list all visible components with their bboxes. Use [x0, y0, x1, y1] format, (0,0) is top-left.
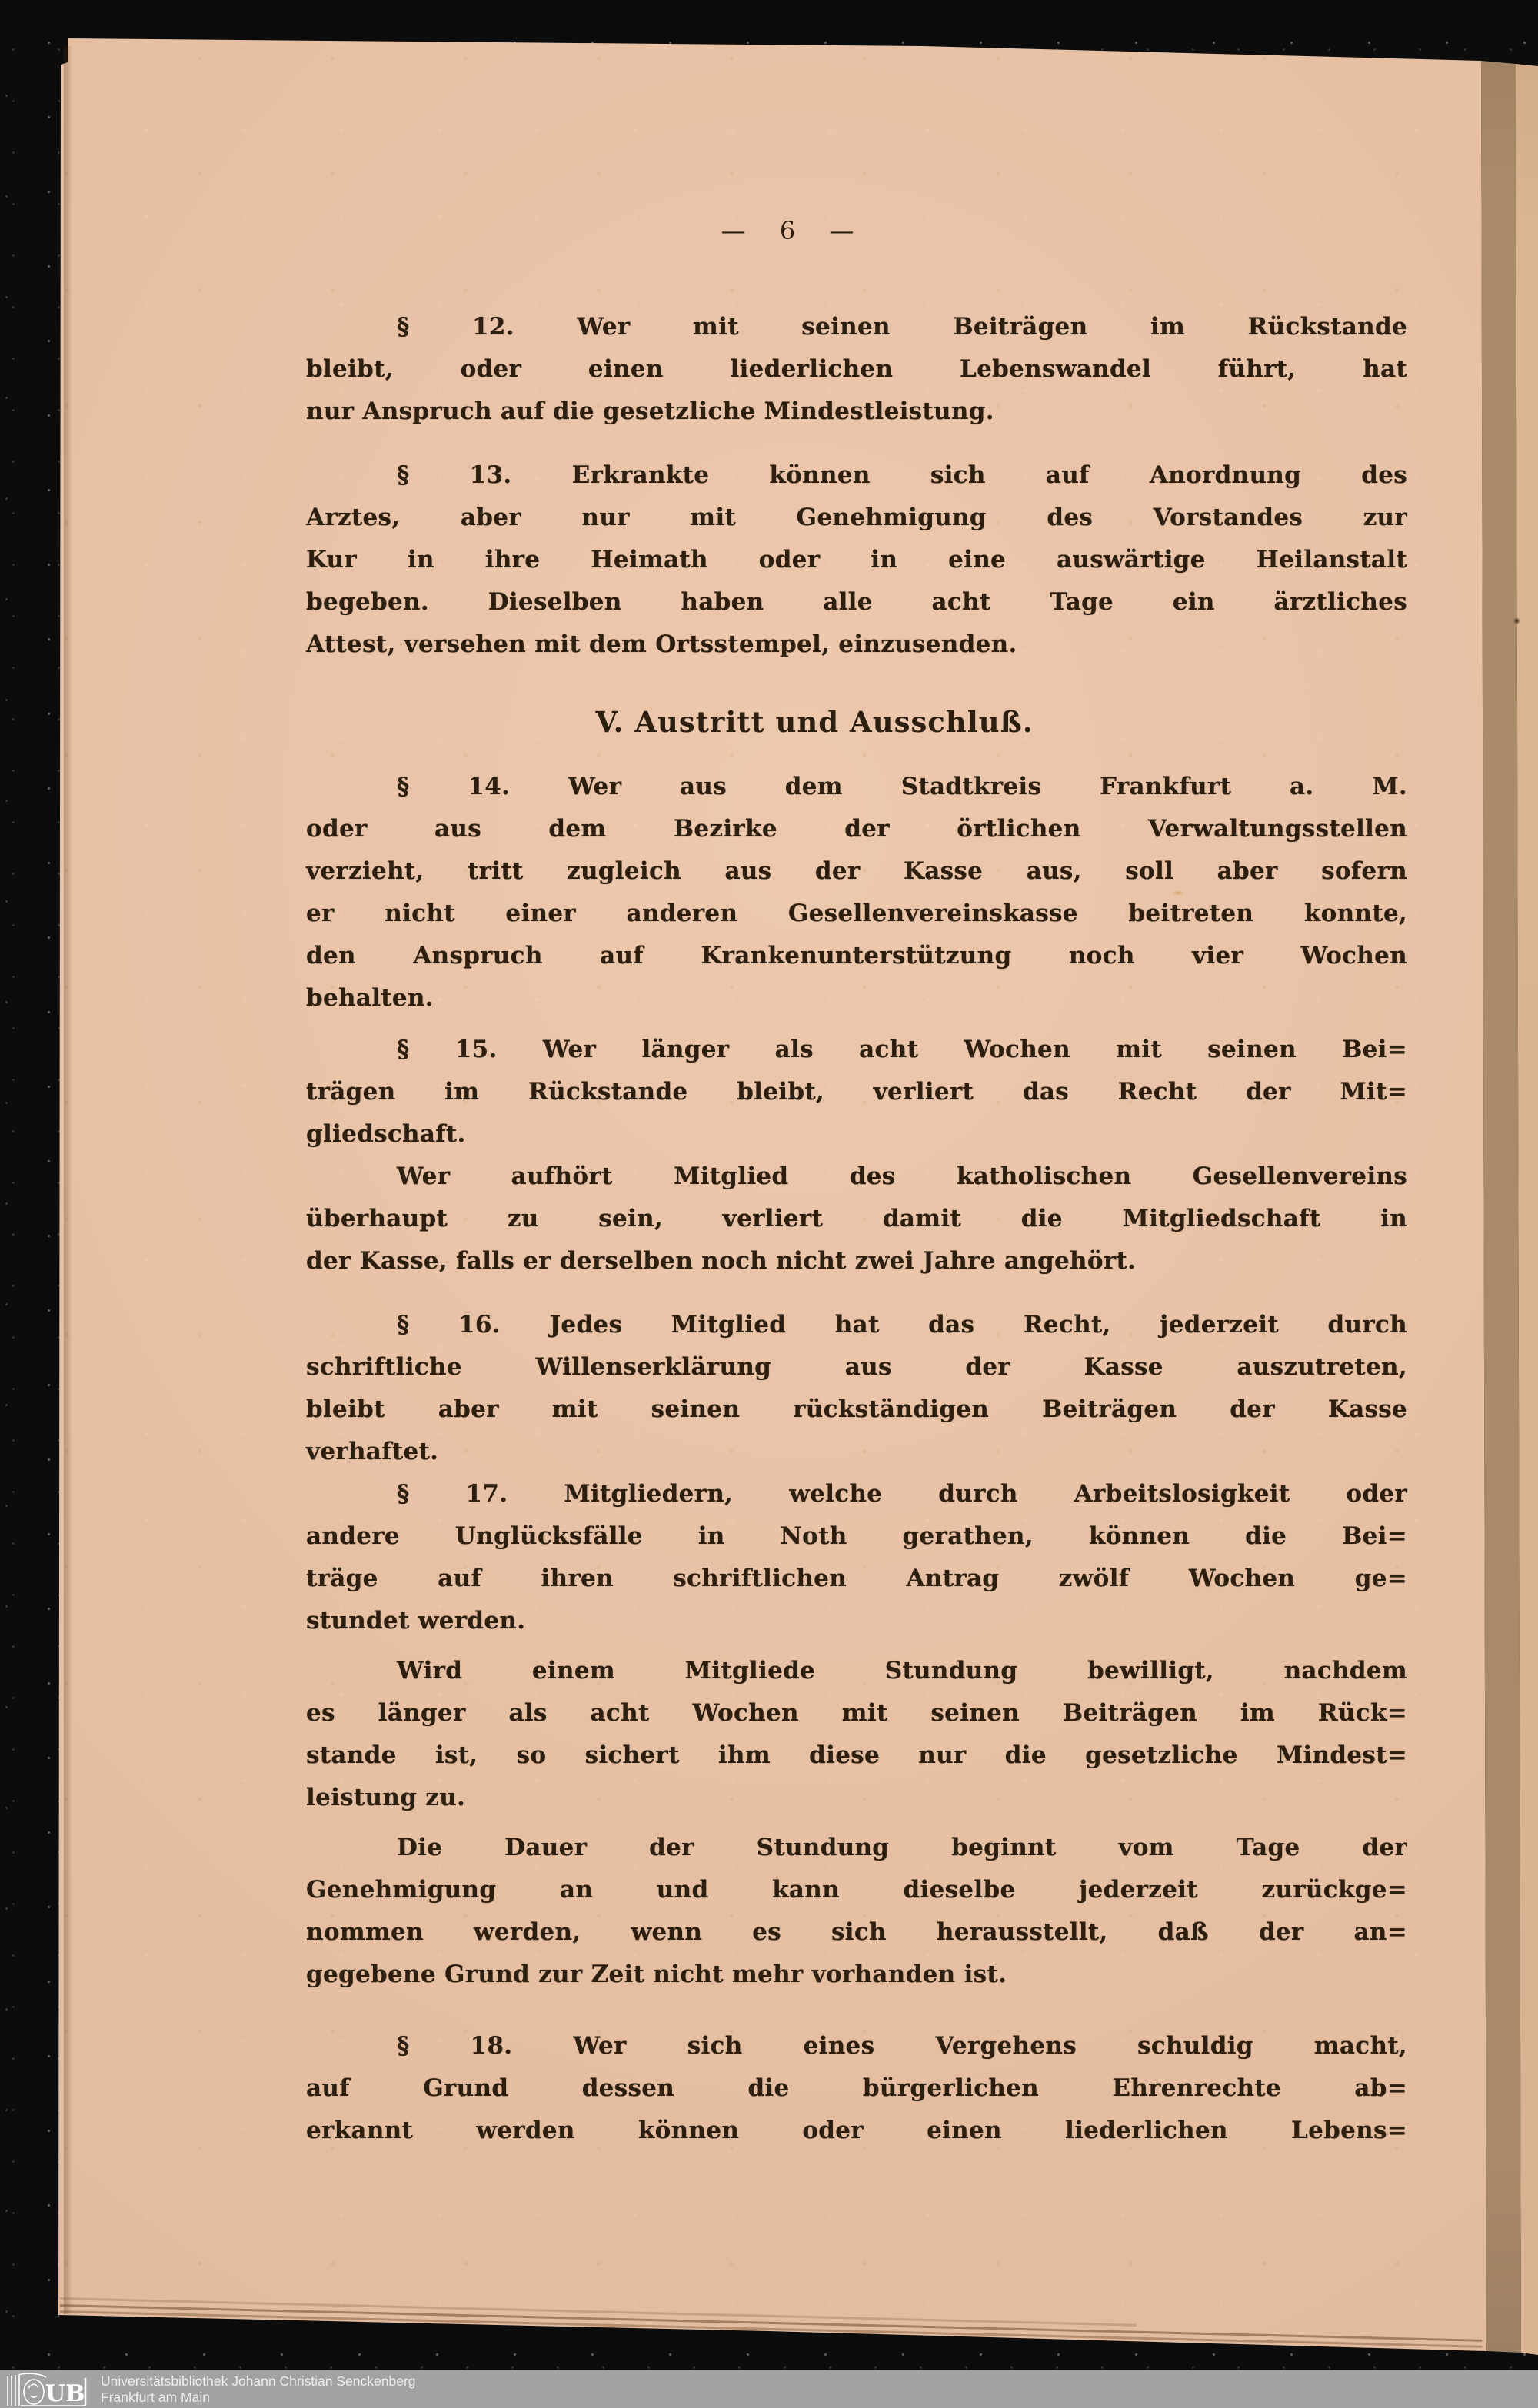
paragraph — [306, 306, 1407, 433]
text-line: § 16. Jedes Mitglied hat das Recht, jederzeit durch — [397, 1311, 1407, 1339]
ub-library-logo — [5, 2372, 92, 2407]
text-line: behalten. — [306, 984, 434, 1012]
page-number: — 6 — — [721, 216, 854, 245]
text-line: leistung zu. — [306, 1784, 466, 1811]
paragraph — [306, 1650, 1407, 1819]
text-line: trägen im Rückstande bleibt, verliert das Recht der Mit= — [306, 1078, 1407, 1106]
text-line: stundet werden. — [306, 1607, 526, 1635]
text-line: Wer aufhört Mitglied des katholischen Gesellenvereins — [397, 1162, 1407, 1190]
text-line: gegebene Grund zur Zeit nicht mehr vorhanden ist. — [306, 1961, 1007, 1988]
paragraph — [306, 1156, 1407, 1282]
text-line: träge auf ihren schriftlichen Antrag zwölf Wochen ge= — [306, 1565, 1407, 1592]
text-line: Die Dauer der Stundung beginnt vom Tage der — [397, 1834, 1407, 1861]
text-line: Arztes, aber nur mit Genehmigung des Vorstandes zur — [306, 504, 1407, 531]
text-line: nur Anspruch auf die gesetzliche Mindestleistung. — [306, 397, 994, 425]
page-left-shadow — [64, 46, 72, 2314]
text-line: der Kasse, falls er derselben noch nicht zwei Jahre angehört. — [306, 1247, 1137, 1275]
text-line: § 13. Erkrankte können sich auf Anordnung des — [397, 461, 1407, 489]
text-line: Wird einem Mitgliede Stundung bewilligt, nachdem — [397, 1657, 1407, 1685]
text-line: § 18. Wer sich eines Vergehens schuldig macht, — [397, 2032, 1407, 2060]
text-line: auf Grund dessen die bürgerlichen Ehrenrechte ab= — [306, 2074, 1407, 2102]
text-line: gliedschaft. — [306, 1120, 466, 1148]
text-line: es länger als acht Wochen mit seinen Beiträgen im Rück= — [306, 1699, 1407, 1727]
logo-text: UB — [45, 2380, 85, 2407]
text-column — [306, 209, 1407, 2152]
senckenberg-portrait-icon — [24, 2380, 44, 2404]
text-line: bleibt, oder einen liederlichen Lebenswandel führt, hat — [306, 355, 1407, 383]
text-line: bleibt aber mit seinen rückständigen Beiträgen der Kasse — [306, 1395, 1407, 1423]
text-line: § 14. Wer aus dem Stadtkreis Frankfurt a. M. — [397, 773, 1407, 800]
text-line: § 12. Wer mit seinen Beiträgen im Rückstande — [397, 313, 1407, 341]
text-line: überhaupt zu sein, verliert damit die Mitgliedschaft in — [306, 1205, 1407, 1232]
text-line: § 15. Wer länger als acht Wochen mit seinen Bei= — [397, 1036, 1407, 1063]
text-line: schriftliche Willenserklärung aus der Kasse auszutreten, — [306, 1353, 1407, 1381]
library-caption — [101, 2373, 416, 2406]
text-line: den Anspruch auf Krankenunterstützung noch vier Wochen — [306, 942, 1407, 970]
library-name: Universitätsbibliothek Johann Christian Senckenberg — [101, 2373, 416, 2389]
text-line: stande ist, so sichert ihm diese nur die gesetzliche Mindest= — [306, 1741, 1407, 1769]
footer-bar — [0, 2370, 1538, 2408]
library-city: Frankfurt am Main — [101, 2389, 210, 2405]
text-line: verzieht, tritt zugleich aus der Kasse aus, soll aber sofern — [306, 857, 1407, 885]
paragraph — [306, 1029, 1407, 1156]
text-line: er nicht einer anderen Gesellenvereinskasse beitreten konnte, — [306, 900, 1407, 927]
text-line: Attest, versehen mit dem Ortsstempel, einzusenden. — [306, 630, 1017, 658]
text-line: oder aus dem Bezirke der örtlichen Verwaltungsstellen — [306, 815, 1407, 843]
text-line: andere Unglücksfälle in Noth gerathen, können die Bei= — [306, 1522, 1407, 1550]
text-line: begeben. Dieselben haben alle acht Tage ein ärztliches — [306, 588, 1407, 616]
text-line: § 17. Mitgliedern, welche durch Arbeitslosigkeit oder — [397, 1480, 1407, 1508]
paragraph — [306, 1827, 1407, 1996]
section-heading: V. Austritt und Ausschluß. — [595, 705, 1034, 739]
paragraph — [306, 2025, 1407, 2152]
text-line: verhaftet. — [306, 1438, 439, 1465]
text-line: nommen werden, wenn es sich herausstellt, daß der an= — [306, 1918, 1407, 1946]
text-line: Kur in ihre Heimath oder in eine auswärtige Heilanstalt — [306, 546, 1407, 574]
paragraph — [306, 454, 1407, 666]
text-line: Genehmigung an und kann dieselbe jederzeit zurückge= — [306, 1876, 1407, 1904]
paragraph — [306, 1304, 1407, 1473]
paper-speck — [1513, 617, 1520, 624]
paragraph — [306, 1473, 1407, 1642]
paragraph — [306, 766, 1407, 1019]
text-line: erkannt werden können oder einen liederlichen Lebens= — [306, 2117, 1407, 2144]
